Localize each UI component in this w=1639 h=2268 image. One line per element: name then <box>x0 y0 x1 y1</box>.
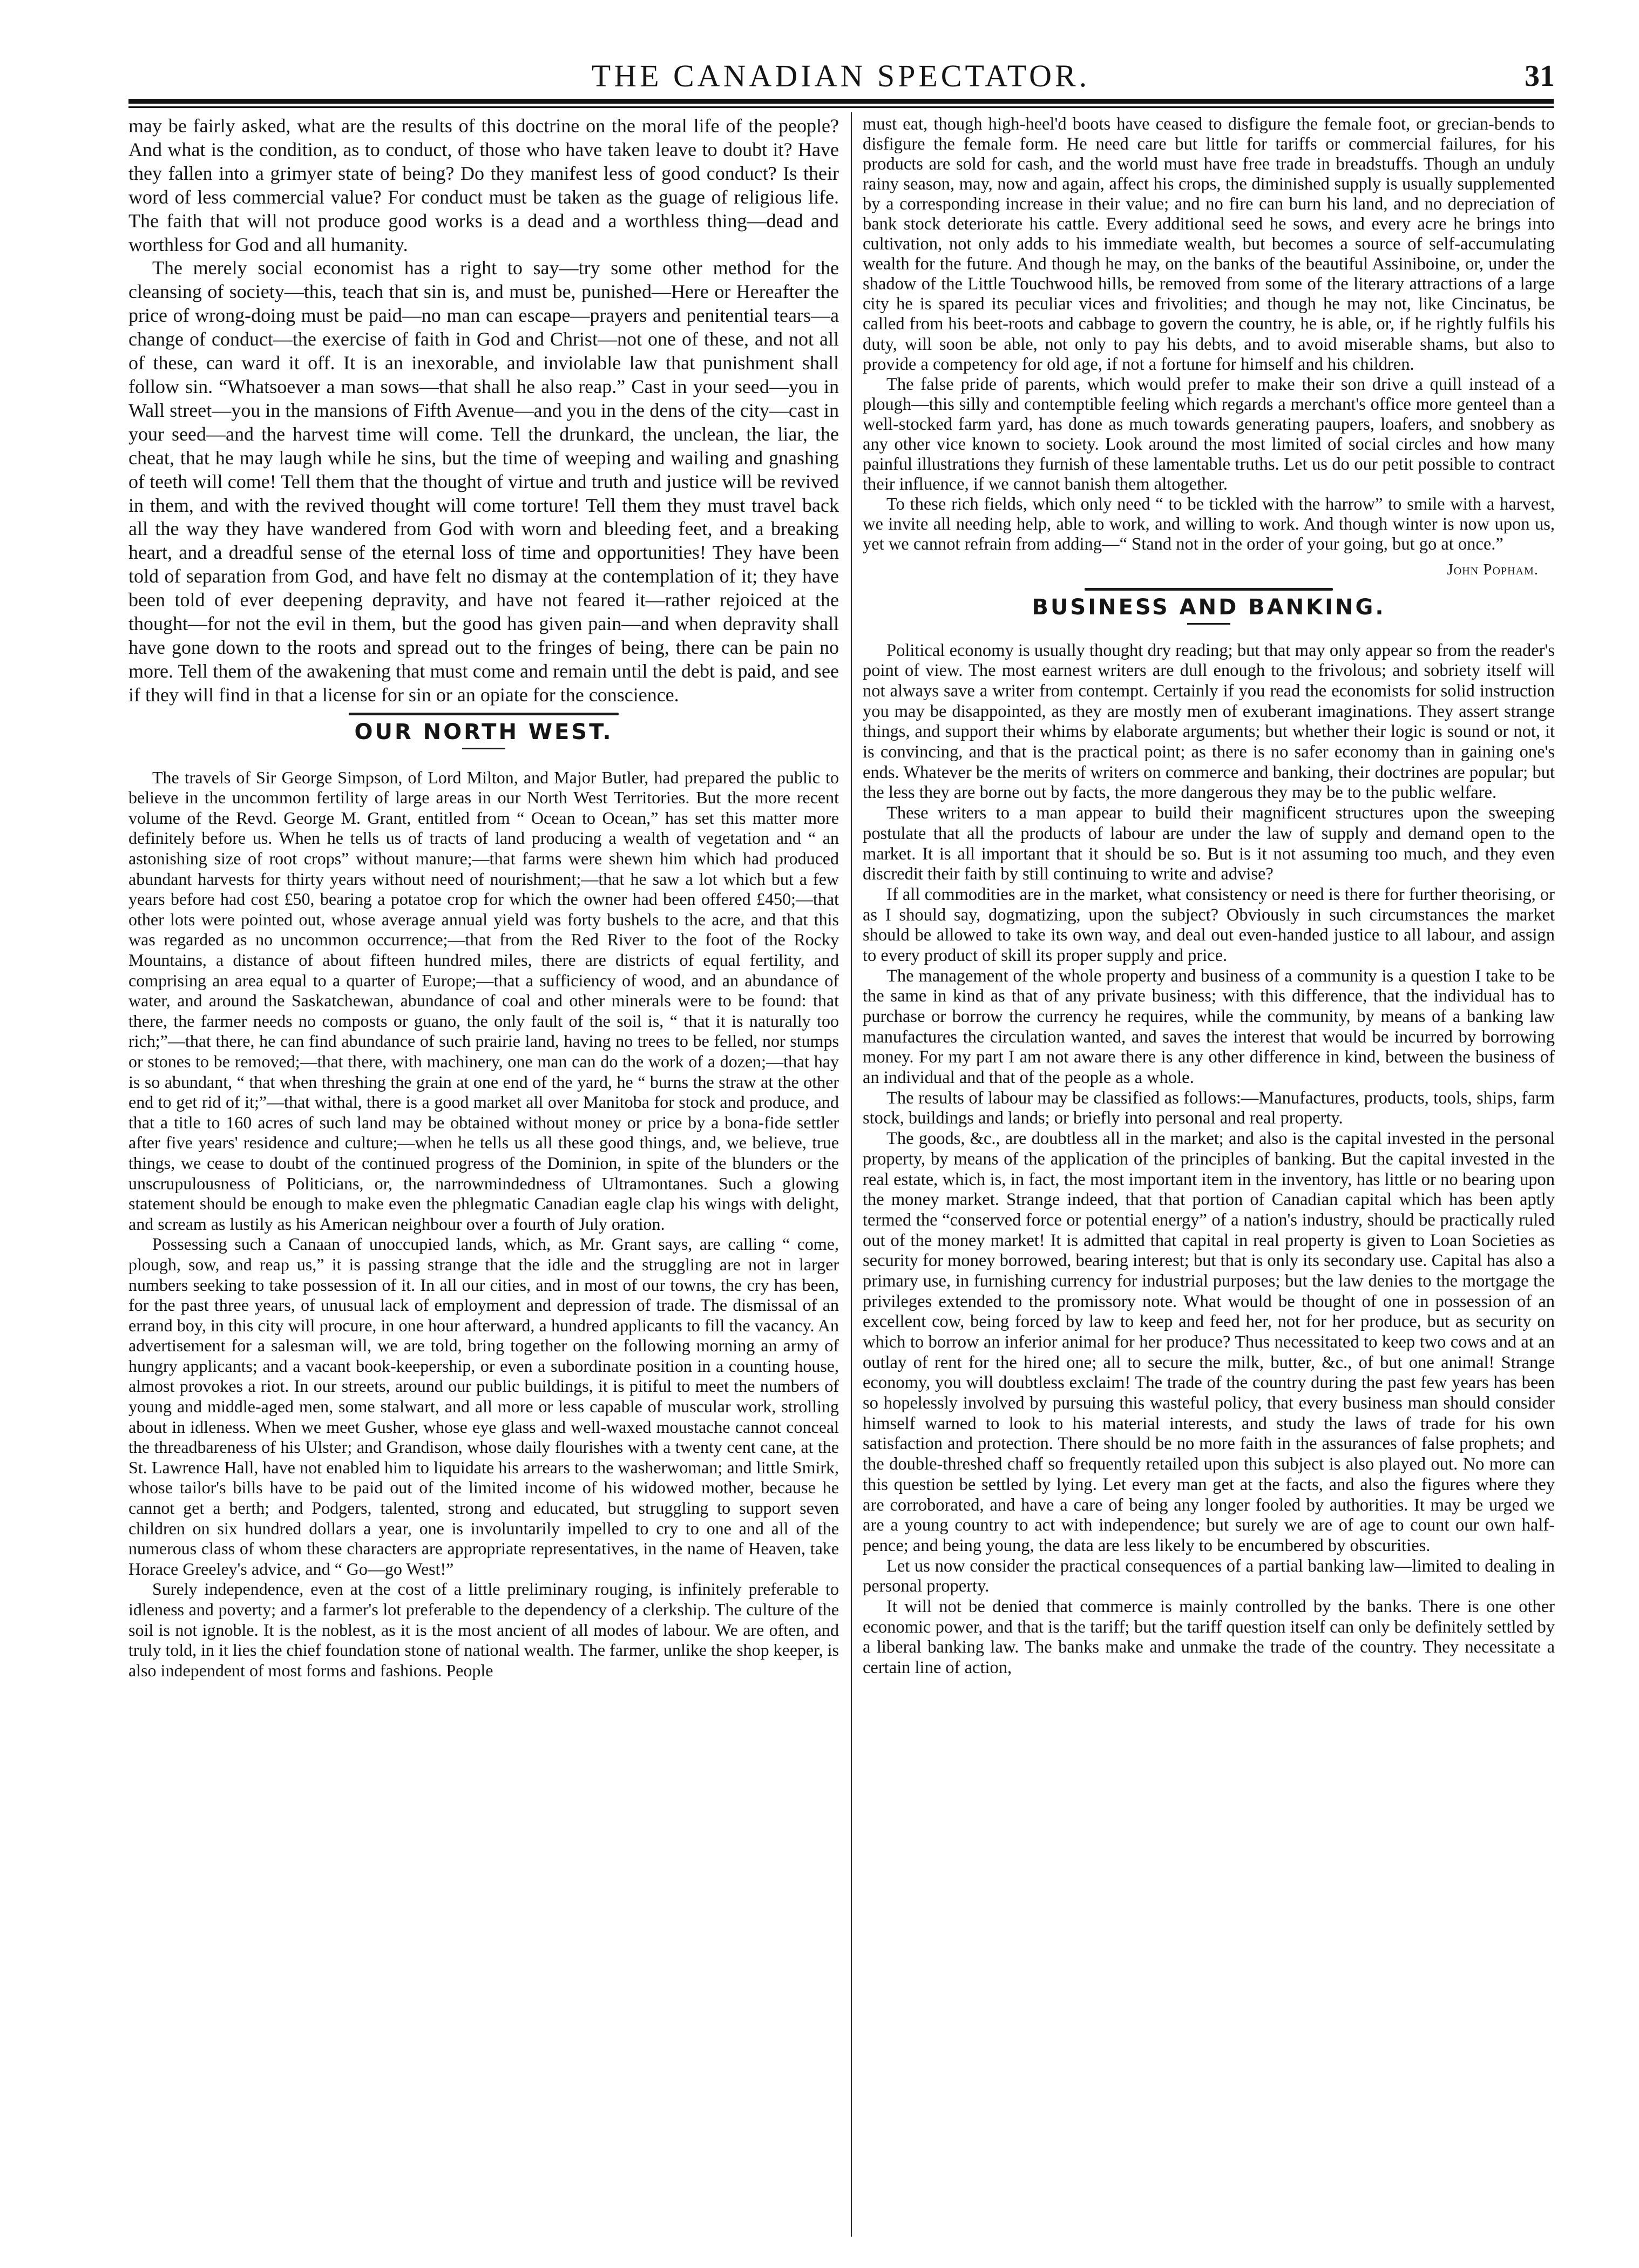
paragraph: The goods, &c., are doubtless all in the market; and also is the capital invested in the personal property, by means of the application of the principles of banking. But the capital invested in the real estate, which is, in fact, the most important item in the inventory, has little or no bearing upon the money market. Strange indeed, that that portion of Canadian capital which has been aptly termed the “conserved force or potential energy” of a nation's industry, should be practically ruled out of the money market! It is admitted that capital in real property is given to Loan Societies as security for money borrowed, bearing interest; but that is only its secondary use. Capital has also a primary use, in furnishing currency for industrial purposes; but the law denies to the mortgage the privileges extended to the promissory note. What would be thought of one in possession of an excellent cow, being forced by law to keep and feed her, not for her produce, but as security on which to borrow an inferior animal for her produce? Thus necessitated to keep two cows and at an outlay of rent for the hired one; all to secure the milk, butter, &c., of but one animal! Strange economy, you will doubtless exclaim! The trade of the country during the past few years has been so hopelessly involved by pursuing this wasteful policy, that every business man should consider himself warned to look to his material interests, and study the laws of trade for his own satisfaction and protection. There should be no more faith in the assurances of false prophets; and the double-threshed chaff so frequently retailed upon this subject is also played out. No more can this question be settled by lying. Let every man get at the facts, and also the figures where they are corroborated, and have a care of being any longer fooled by authorities. It may be urged we are a young country to act with independence; but surely we are of age to count our own half-pence; and being young, the data are less likely to be encumbered by obscurities. <box>863 1129 1555 1555</box>
article-business-banking <box>863 641 1555 1678</box>
spacer <box>128 707 839 713</box>
section-ornament-rule <box>1085 588 1333 591</box>
paragraph: The results of labour may be classified as follows:—Manufactures, products, tools, ships, farm stock, buildings and lands; or briefly into personal and real property. <box>863 1088 1555 1128</box>
paragraph: To these rich fields, which only need “ to be tickled with the harrow” to smile with a harvest, we invite all needing help, able to work, and willing to work. And though winter is now upon us, yet we cannot refrain from adding—“ Stand not in the order of your going, but go at once.” <box>863 494 1555 554</box>
paragraph: The travels of Sir George Simpson, of Lord Milton, and Major Butler, had prepared the public to believe in the uncommon fertility of large areas in our North West Territories. But the more recent volume of the Revd. George M. Grant, entitled from “ Ocean to Ocean,” has set this matter more definitely before us. When he tells us of tracts of land producing a wealth of vegetation and “ an astonishing size of root crops” without manure;—that farms were shewn him which had produced abundant harvests for thirty years without need of nourishment;—that he saw a lot which but a few years before had cost £50, bearing a potatoe crop for which the owner had been offered £450;—that other lots were pointed out, whose average annual yield was forty bushels to the acre, and that this was regarded as no uncommon occurrence;—that from the Red River to the foot of the Rocky Mountains, a distance of about fifteen hundred miles, there are districts of equal fertility, and comprising an area equal to a quarter of Europe;—that a sufficiency of wood, and an abundance of water, and around the Saskatchewan, abundance of coal and other minerals were to be found: that there, the farmer needs no composts or guano, the only fault of the soil is, “ that it is naturally too rich;”—that there, he can find abundance of such prairie land, having no trees to be felled, nor stumps or stones to be removed;—that there, with machinery, one man can do the work of a dozen;—that hay is so abundant, “ that when threshing the grain at one end of the yard, he “ burns the straw at the other end to get rid of it;”—that withal, there is a good market all over Manitoba for stock and produce, and that a title to 160 acres of such land may be obtained without money or price by a bona-fide settler after five years' residence and culture;—when he tells us all these good things, and, we believe, true things, we cease to doubt of the continued progress of the Dominion, in spite of the blunders or the unscrupulousness of Politicians, or, the narrowmindedness of Ultramontanes. Such a glowing statement should be enough to make even the phlegmatic Canadian eagle clap his wings with delight, and scream as lustily as his American neighbour over a fourth of July oration. <box>128 767 839 1234</box>
section-heading: OUR NORTH WEST. <box>354 719 613 744</box>
paragraph: may be fairly asked, what are the results of this doctrine on the moral life of the people? And what is the condition, as to conduct, of those who have taken leave to doubt it? Have they fallen into a grimyer state of being? Do they manifest less of good conduct? Is their word of less commercial value? For conduct must be taken as the guage of religious life. The faith that will not produce good works is a dead and a worthless thing—dead and worthless for God and all humanity. <box>128 115 839 255</box>
section-heading: BUSINESS AND BANKING. <box>1032 594 1386 620</box>
header-rule-thin <box>128 106 1554 108</box>
left-column <box>128 114 839 1681</box>
paragraph: Surely independence, even at the cost of a little preliminary rouging, is infinitely preferable to idleness and poverty; and a farmer's lot preferable to the dependency of a clerkship. The culture of the soil is not ignoble. It is the noblest, as it is the most ancient of all modes of labour. We are often, and truly told, in it lies the chief foundation stone of national wealth. The farmer, unlike the shop keeper, is also independent of most forms and fashions. People <box>128 1579 839 1680</box>
paragraph: If all commodities are in the market, what consistency or need is there for further theorising, or as I should say, dogmatizing, upon the subject? Obviously in such circumstances the market should be allowed to take its own way, and deal out even-handed justice to all labour, and assign to every product of skill its proper supply and price. <box>863 884 1555 965</box>
page-number: 31 <box>1525 59 1555 93</box>
masthead-title: THE CANADIAN SPECTATOR. <box>591 58 1091 93</box>
paragraph: The merely social economist has a right to say—try some other method for the cleansing of society—this, teach that sin is, and must be, punished—Here or Hereafter the price of wrong-doing must be paid—no man can escape—prayers and penitential tears—a change of conduct—the exercise of faith in God and Christ—not one of these, and not all of these, can ward it off. It is an inexorable, and inviolable law that punishment shall follow sin. “Whatsoever a man sows—that shall he also reap.” Cast in your seed—you in Wall street—you in the mansions of Fifth Avenue—and you in the dens of the city—cast in your seed—and the harvest time will come. Tell the drunkard, the unclean, the liar, the cheat, that he may laugh while he sins, but the time of weeping and wailing and gnashing of teeth will come! Tell them that the thought of virtue and truth and justice will be revived in them, and with the revived thought will come torture! Tell them they must travel back all the way they have wandered from God with worn and bleeding feet, and a breaking heart, and a dreadful sense of the eternal loss of time and opportunities! They have been told of separation from God, and have felt no dismay at the contemplation of it; they have been told of ever deepening depravity, and have not feared it—rather rejoiced at the thought—for not the evil in them, but the good has given pain—and when depravity shall have gone down to the roots and spread out to the fringes of being, there can be pain no more. Tell them of the awakening that must come and remain until the debt is paid, and see if they will find in that a license for sin or an opiate for the conscience. <box>128 257 839 706</box>
paragraph: Political economy is usually thought dry reading; but that may only appear so from the reader's point of view. The most earnest writers are dull enough to the frivolous; and sobriety itself will not always save a writer from contempt. Certainly if you read the economists for solid instruction you may be disappointed, as they are mostly men of exuberant imaginations. They assert strange things, and support their whims by elaborate arguments; but whether their logic is sound or not, it is convincing, and that is the practical point; as there is no safer economy than in gaining one's ends. Whatever be the merits of writers on commerce and banking, their doctrines are popular; but the less they are borne out by facts, the more dangerous they may be to the public welfare. <box>863 640 1555 803</box>
article-continuation-left <box>128 114 839 707</box>
paragraph: Let us now consider the practical consequences of a partial banking law—limited to dealing in personal property. <box>863 1556 1555 1596</box>
section-ornament-rule <box>349 713 619 715</box>
paragraph: The false pride of parents, which would prefer to make their son drive a quill instead of a plough—this silly and contemptible feeling which regards a merchant's office more genteel than a well-stocked farm yard, has done as much towards generating paupers, loafers, and snobbery as any other vice known to society. Look around the most limited of social circles and how many painful illustrations they furnish of these lamentable truths. Let us do our petit possible to contract their influence, if we cannot banish them altogether. <box>863 374 1555 494</box>
right-column <box>863 114 1555 1678</box>
paragraph: The management of the whole property and business of a community is a question I take to be the same in kind as that of any private business; with this difference, that the individual has to purchase or borrow the currency he requires, while the community, by means of a banking law manufactures the circulation wanted, and saves the interest that would be incurred by borrowing money. For my part I am not aware there is any other difference in kind, between the business of an individual and that of the people as a whole. <box>863 966 1555 1088</box>
article-north-west <box>128 768 839 1681</box>
header-rule-thick <box>128 99 1554 104</box>
paragraph: These writers to a man appear to build their magnificent structures upon the sweeping postulate that all the products of labour are under the law of supply and demand open to the market. It is all important that it should be so. But is it not assuming too much, and they even discredit their faith by still continuing to write and advise? <box>863 803 1555 884</box>
heading-underline <box>1187 623 1230 625</box>
paragraph: It will not be denied that commerce is mainly controlled by the banks. There is one other economic power, and that is the tariff; but the tariff question itself can only be definitely settled by a liberal banking law. The banks make and unmake the trade of the country. They necessitate a certain line of action, <box>863 1596 1555 1678</box>
column-divider <box>851 112 852 2237</box>
author-signature: John Popham. <box>1447 561 1539 579</box>
paragraph: must eat, though high-heel'd boots have ceased to disfigure the female foot, or grecian-bends to disfigure the female form. He need care but little for tariffs or commercial failures, for his products are sold for cash, and the world must have free trade in breadstuffs. Though an unduly rainy season, may, now and again, affect his crops, the diminished supply is usually supplemented by a corresponding increase in their value; and no fire can burn his land, and no depreciation of bank stock deteriorate his cattle. Every additional seed he sows, and every acre he brings into cultivation, not only adds to his immediate wealth, but becomes a source of self-accumulating wealth for the future. And though he may, on the banks of the beautiful Assiniboine, or, under the shadow of the Little Touchwood hills, be removed from some of the literary attractions of a large city he is spared its peculiar vices and frivolities; and though he may not, like Cincinatus, be called from his beet-roots and cabbage to govern the country, he is able, or, if he rightly fulfils his duty, will soon be able, not only to pay his debts, and to avoid miserable shams, but also to provide a competency for old age, if not a fortune for himself and his children. <box>863 114 1555 374</box>
page-header <box>127 54 1555 98</box>
heading-underline <box>462 748 505 749</box>
article-continuation-right <box>863 114 1555 579</box>
spacer <box>863 579 1555 588</box>
paragraph: Possessing such a Canaan of unoccupied lands, which, as Mr. Grant says, are calling “ come, plough, sow, and reap us,” it is passing strange that the idle and the struggling are not in larger numbers seeking to take possession of it. In all our cities, and in most of our towns, the cry has been, for the past three years, of unusual lack of employment and depression of trade. The dismissal of an errand boy, in this city will procure, in one hour afterward, a hundred applicants to fill the vacancy. An advertisement for a salesman will, we are told, bring together on the following morning an army of hungry applicants; and a vacant book-keepership, or even a subordinate position in a counting house, almost provokes a riot. In our streets, around our public buildings, it is pitiful to meet the numbers of young and middle-aged men, some stalwart, and all more or less capable of muscular work, strolling about in idleness. When we meet Gusher, whose eye glass and well-waxed moustache cannot conceal the threadbareness of his Ulster; and Grandison, whose daily flourishes with a twenty cent cane, at the St. Lawrence Hall, have not enabled him to liquidate his arrears to the washerwoman; and little Smirk, whose tailor's bills have to be paid out of the limited income of his widowed mother, because he cannot get a berth; and Podgers, talented, strong and educated, but struggling to support seven children on six hundred dollars a year, one is involuntarily impelled to cry to one and all of the numerous class of whom these characters are appropriate representatives, in the name of Heaven, take Horace Greeley's advice, and “ Go—go West!” <box>128 1234 839 1579</box>
